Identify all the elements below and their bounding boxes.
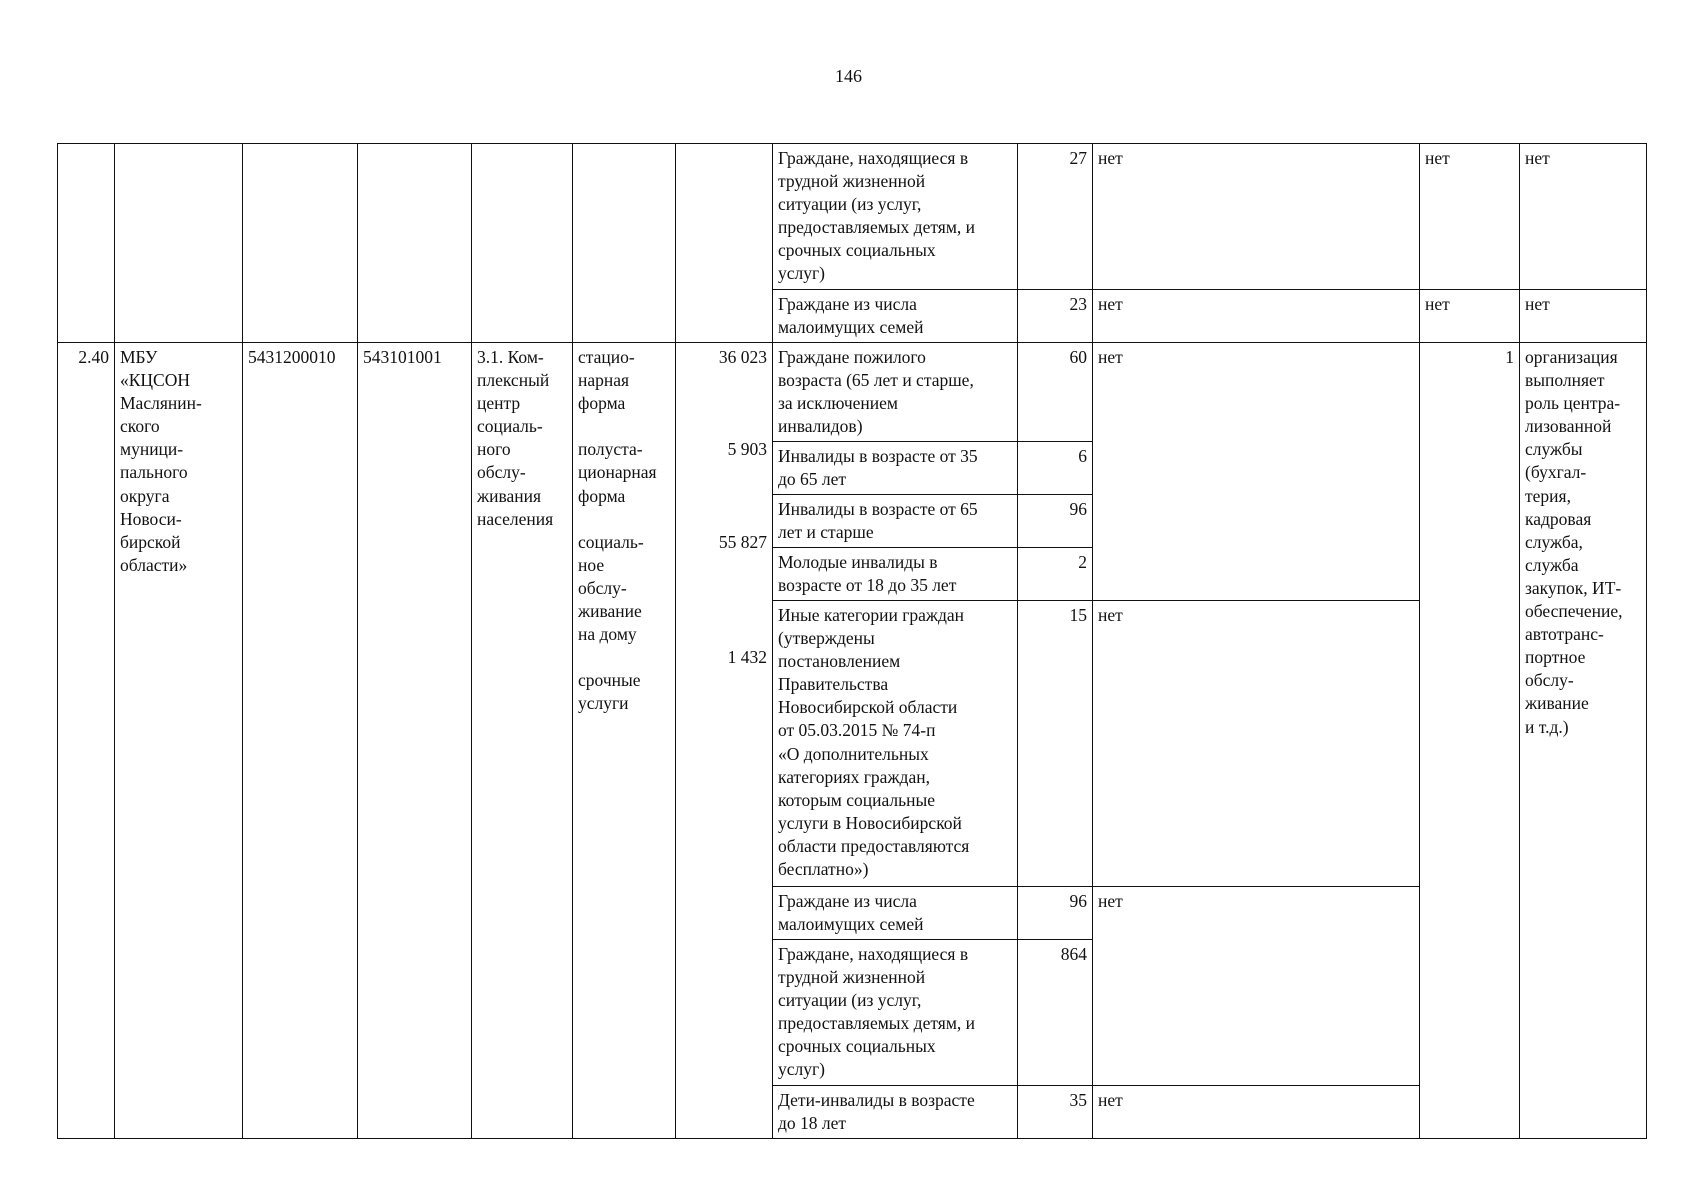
note-cell: нет	[1093, 887, 1420, 1086]
recipient-count: 6	[1018, 442, 1093, 495]
form-value: 55 827	[718, 531, 767, 552]
note-cell: нет	[1093, 290, 1420, 343]
note-cell: нет	[1420, 144, 1520, 290]
empty-cell	[358, 144, 472, 343]
recipient-category: Инвалиды в возрасте от 35 до 65 лет	[773, 442, 1018, 495]
recipient-count: 35	[1018, 1086, 1093, 1139]
recipient-category: Инвалиды в возрасте от 65 лет и старше	[773, 495, 1018, 548]
table-row	[58, 343, 1647, 442]
count-value: 1	[1420, 343, 1520, 1139]
note-cell: нет	[1420, 290, 1520, 343]
form-name: стацио- нарная форма	[578, 347, 635, 414]
organization-name: МБУ «КЦСОН Маслянин- ского муници- пального округа Новоси- бирской области»	[115, 343, 243, 1139]
services-table	[57, 143, 1647, 1139]
empty-cell	[472, 144, 573, 343]
form-name: срочные услуги	[578, 670, 641, 714]
recipient-category: Граждане из числа малоимущих семей	[773, 290, 1018, 343]
service-type: 3.1. Ком- плексный центр социаль- ного обслу- живания населения	[472, 343, 573, 1139]
recipient-count: 96	[1018, 495, 1093, 548]
recipient-category: Иные категории граждан (утверждены постановлением Правительства Новосибирской области от 05.03.2015 № 74-п «О дополнительных категориях граждан, которым социальные услуги в Новосибирской области предоставляются бесплатно»)	[773, 601, 1018, 887]
recipient-category: Граждане из числа малоимущих семей	[773, 887, 1018, 940]
organization-note: организация выполняет роль центра- лизованной службы (бухгал- терия, кадровая служба, служба закупок, ИТ- обеспечение, автотранс- портное обслу- живание и т.д.)	[1520, 343, 1647, 1139]
recipient-count: 27	[1018, 144, 1093, 290]
note-cell: нет	[1520, 290, 1647, 343]
empty-cell	[243, 144, 358, 343]
form-name: социаль- ное обслу- живание на дому	[578, 531, 644, 645]
note-cell: нет	[1093, 144, 1420, 290]
form-value: 5 903	[727, 439, 767, 460]
form-name: полуста- ционарная форма	[578, 439, 657, 506]
note-cell: нет	[1093, 343, 1420, 601]
kpp-value: 543101001	[358, 343, 472, 1139]
note-cell: нет	[1520, 144, 1647, 290]
recipient-count: 15	[1018, 601, 1093, 887]
note-cell: нет	[1093, 601, 1420, 887]
page-number: 146	[835, 66, 862, 86]
recipient-category: Молодые инвалиды в возрасте от 18 до 35 лет	[773, 548, 1018, 601]
recipient-count: 23	[1018, 290, 1093, 343]
inn-value: 5431200010	[243, 343, 358, 1139]
recipient-count: 96	[1018, 887, 1093, 940]
recipient-category: Граждане, находящиеся в трудной жизненной ситуации (из услуг, предоставляемых детям, и срочных социальных услуг)	[773, 940, 1018, 1086]
service-form-values	[676, 343, 773, 1139]
empty-cell	[573, 144, 676, 343]
recipient-category: Граждане, находящиеся в трудной жизненной ситуации (из услуг, предоставляемых детям, и срочных социальных услуг)	[773, 144, 1018, 290]
empty-cell	[115, 144, 243, 343]
form-value: 1 432	[727, 647, 767, 668]
table-row	[58, 144, 1647, 290]
service-forms	[573, 343, 676, 1139]
recipient-count: 864	[1018, 940, 1093, 1086]
recipient-category: Дети-инвалиды в возрасте до 18 лет	[773, 1086, 1018, 1139]
form-value: 36 023	[718, 347, 767, 367]
note-cell: нет	[1093, 1086, 1420, 1139]
recipient-count: 60	[1018, 343, 1093, 442]
entry-number: 2.40	[58, 343, 115, 1139]
recipient-category: Граждане пожилого возраста (65 лет и старше, за исключением инвалидов)	[773, 343, 1018, 442]
empty-cell	[676, 144, 773, 343]
recipient-count: 2	[1018, 548, 1093, 601]
empty-cell	[58, 144, 115, 343]
